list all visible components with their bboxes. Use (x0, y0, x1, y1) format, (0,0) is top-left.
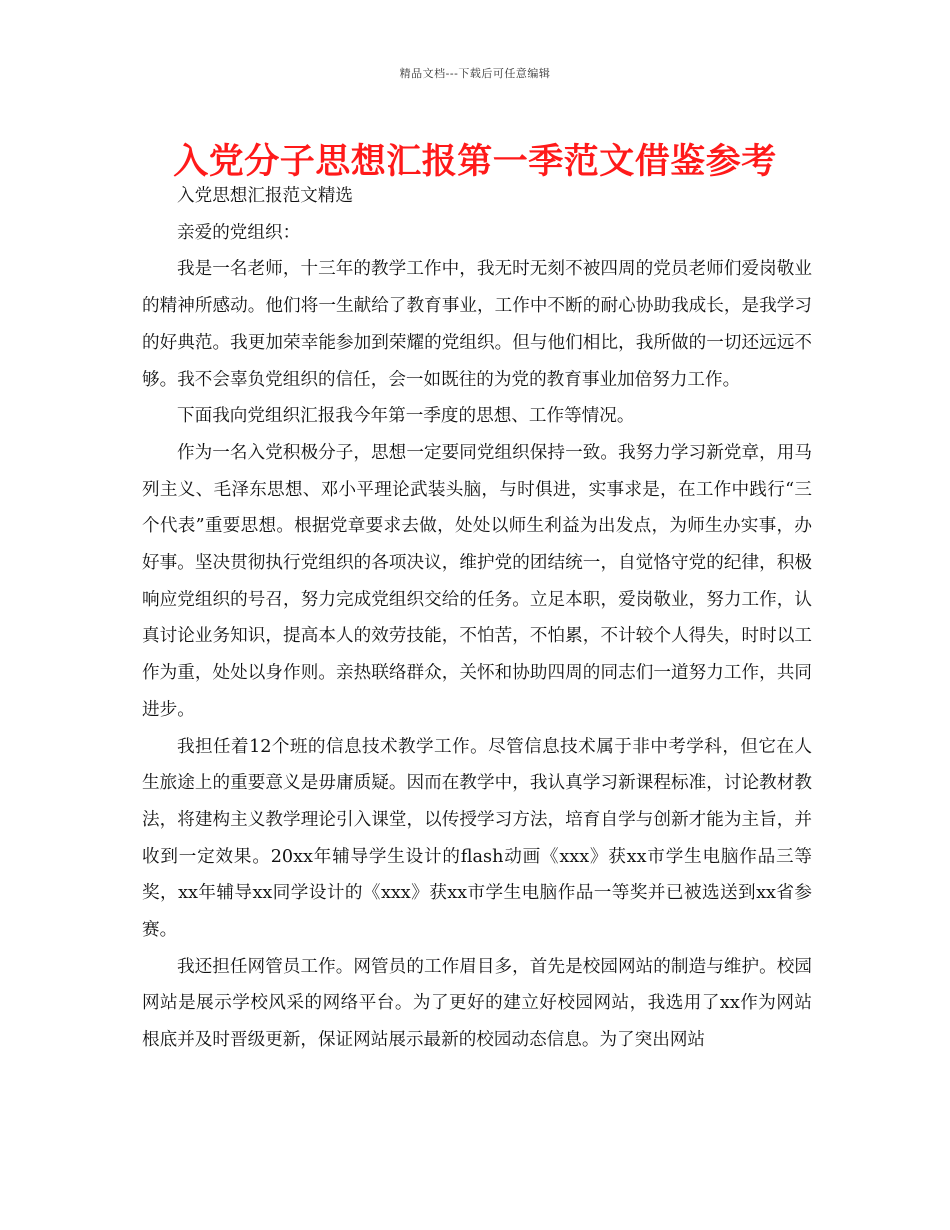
body-paragraph: 下面我向党组织汇报我今年第一季度的思想、工作等情况。 (177, 406, 635, 427)
body-paragraph: 我还担任网管员工作。网管员的工作眉目多，首先是校园网站的制造与维护。校园网站是展示学校风采的网络平台。为了更好的建立好校园网站，我选用了xx作为网站根底并及时晋级更新，保证网站展示最新的校园动态信息。为了突出网站 (142, 956, 812, 1051)
page-header: 精品文档---下载后可任意编辑 (399, 67, 551, 80)
body-paragraph: 作为一名入党积极分子，思想一定要同党组织保持一致。我努力学习新党章，用马列主义、毛泽东思想、邓小平理论武装头脑，与时俱进，实事求是，在工作中践行“三个代表”重要思想。根据党章要求去做，处处以师生利益为出发点，为师生办实事，办好事。坚决贯彻执行党组织的各项决议，维护党的团结统一，自觉恪守党的纪律，积极响应党组织的号召，努力完成党组织交给的任务。立足本职，爱岗敬业，努力工作，认真讨论业务知识，提高本人的效劳技能，不怕苦，不怕累，不计较个人得失，时时以工作为重，处处以身作则。亲热联络群众，关怀和协助四周的同志们一道努力工作，共同进步。 (142, 442, 812, 720)
subtitle-paragraph: 入党思想汇报范文精选 (177, 186, 353, 206)
salutation-paragraph: 亲爱的党组织： (177, 222, 301, 243)
body-paragraph: 我担任着12个班的信息技术教学工作。尽管信息技术属于非中考学科，但它在人生旅途上的重要意义是毋庸质疑。因而在教学中，我认真学习新课程标准，讨论教材教法，将建构主义教学理论引入课堂，以传授学习方法，培育自学与创新才能为主旨，并收到一定效果。20xx年辅导学生设计的flash动画《xxx》获xx市学生电脑作品三等奖，xx年辅导xx同学设计的《xxx》获xx市学生电脑作品一等奖并已被选送到xx省参赛。 (142, 736, 812, 941)
document-body (142, 178, 812, 1059)
body-paragraph: 我是一名老师，十三年的教学工作中，我无时无刻不被四周的党员老师们爱岗敬业的精神所感动。他们将一生献给了教育事业，工作中不断的耐心协助我成长，是我学习的好典范。我更加荣幸能参加到荣耀的党组织。但与他们相比，我所做的一切还远远不够。我不会辜负党组织的信任，会一如既往的为党的教育事业加倍努力工作。 (142, 259, 812, 390)
document-title: 入党分子思想汇报第一季范文借鉴参考 (173, 142, 777, 182)
